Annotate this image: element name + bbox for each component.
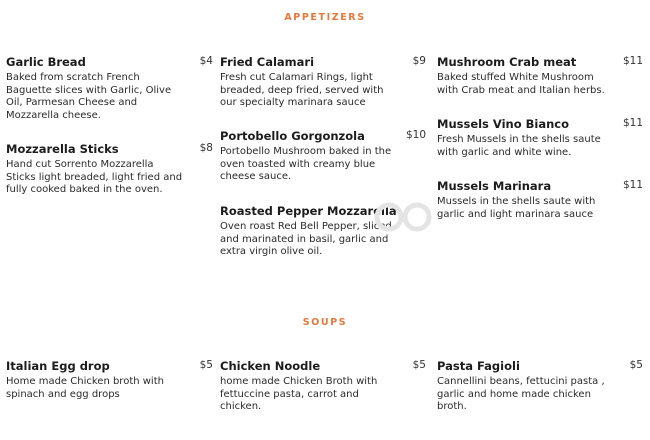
item-price: $4 xyxy=(199,55,213,67)
item-name: Portobello Gorgonzola xyxy=(220,129,365,143)
soups-heading: SOUPS xyxy=(302,317,348,328)
item-description: Cannellini beans, fettucini pasta , garlic and home made chicken broth. xyxy=(437,376,605,412)
item-description: Mussels in the shells saute with garlic and light marinara sauce xyxy=(437,196,596,220)
item-name: Mozzarella Sticks xyxy=(6,142,119,156)
item-price: $8 xyxy=(199,142,213,154)
item-price: $10 xyxy=(405,129,426,141)
item-description: Home made Chicken broth with spinach and egg drops xyxy=(6,376,164,400)
item-name: Garlic Bread xyxy=(6,55,86,69)
item-name: Chicken Noodle xyxy=(220,359,321,373)
item-description: Baked from scratch French Baguette slices with Garlic, Olive Oil, Parmesan Cheese and Mozzarella cheese. xyxy=(6,72,172,121)
item-price: $11 xyxy=(622,55,643,67)
item-name: Fried Calamari xyxy=(220,55,315,69)
item-name: Pasta Fagioli xyxy=(437,359,520,373)
appetizers-heading: APPETIZERS xyxy=(284,12,366,23)
item-price: $5 xyxy=(412,359,426,371)
item-name: Mushroom Crab meat xyxy=(437,55,577,69)
item-description: Fresh cut Calamari Rings, light breaded, deep fried, served with our specialty marinara sauce xyxy=(220,72,384,108)
item-price: $11 xyxy=(622,117,643,129)
item-name: Mussels Vino Bianco xyxy=(437,117,570,131)
item-description: Baked stuffed White Mushroom with Crab meat and Italian herbs. xyxy=(437,72,605,96)
item-description: home made Chicken Broth with fettuccine pasta, carrot and chicken. xyxy=(220,376,378,412)
item-price: $11 xyxy=(622,179,643,191)
item-name: Italian Egg drop xyxy=(6,359,110,373)
item-price: $9 xyxy=(412,55,426,67)
item-price: $5 xyxy=(629,359,643,371)
item-description: Portobello Mushroom baked in the oven toasted with creamy blue cheese sauce. xyxy=(220,146,392,182)
item-name: Roasted Pepper Mozzarella xyxy=(220,204,397,218)
item-price: $5 xyxy=(199,359,213,371)
item-description: Hand cut Sorrento Mozzarella Sticks light breaded, light fried and fully cooked baked in the oven. xyxy=(6,159,183,195)
item-name: Mussels Marinara xyxy=(437,179,552,193)
item-description: Fresh Mussels in the shells saute with garlic and white wine. xyxy=(437,134,601,158)
item-description: Oven roast Red Bell Pepper, sliced and marinated in basil, garlic and extra virgin olive oil. xyxy=(220,221,392,257)
watermark-logo xyxy=(372,200,434,242)
